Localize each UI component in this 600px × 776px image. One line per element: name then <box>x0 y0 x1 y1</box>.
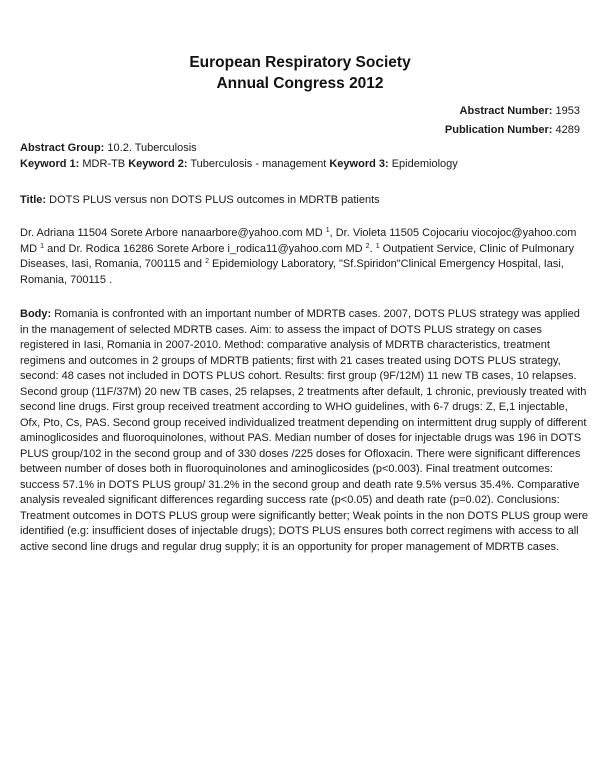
congress-title-line1: European Respiratory Society <box>189 54 411 71</box>
affiliation-2-marker: 2 <box>205 258 209 265</box>
body-label: Body: <box>20 308 52 320</box>
keyword3-value: Epidemiology <box>391 158 458 170</box>
affiliation-2: Epidemiology Laboratory, "Sf.Spiridon"Clinical Emergency Hospital, Iasi, Romania, 700115 . <box>20 258 564 286</box>
abstract-meta <box>445 102 580 140</box>
author-separator: . <box>369 242 376 255</box>
author-1-affiliation: 1 <box>325 227 330 234</box>
abstract-number-value: 1953 <box>555 105 580 117</box>
affiliation-1: Outpatient Service, Clinic of Pulmonary Diseases, Iasi, Romania, 700115 and <box>20 242 575 270</box>
publication-number-row <box>445 121 580 140</box>
author-2: , Dr. Violeta 11505 Cojocariu viocojoc@yahoo.com MD <box>20 227 577 255</box>
abstract-title-row <box>20 193 588 209</box>
congress-title-line2: Annual Congress 2012 <box>216 75 384 92</box>
author-1: Dr. Adriana 11504 Sorete Arbore nanaarbore@yahoo.com MD <box>20 227 323 239</box>
keywords-row <box>20 157 588 173</box>
title-value: DOTS PLUS versus non DOTS PLUS outcomes in MDRTB patients <box>49 194 380 206</box>
body-text: Romania is confronted with an important number of MDRTB cases. 2007, DOTS PLUS strategy was applied in the management of selected MDRTB cases. Aim: to assess the impact of DOTS PLUS strategy on cases registered in Iasi, Romania in 2007-2010. Method: comparative analysis of MDRTB characteristics, treatment regimens and outcomes in 2 groups of MDRTB patients; first with 21 cases treated using DOTS PLUS strategy, second: 48 cases not included in DOTS PLUS cohort. Results: first group (9F/12M) 11 new TB cases, 10 relapses. Second group (11F/37M) 20 new TB cases, 25 relapses, 2 treatments after default, 1 chronic, previously treated with second line drugs. First group received treatment according to WHO guidelines, with 6-7 drugs: Z, E,1 injectable, Ofx, Pto, Cs, PAS. Second group received individualized treatment depending on intermittent drug supply of different aminoglicosides and fluoroquinolones, without PAS. Median number of doses for injectable drugs was 196 in DOTS PLUS group/102 in the second group and of 330 doses /225 doses for Ofloxacin. There were significant differences between number of doses both in fluoroquinolones and aminoglicosides (p<0.003). Final treatment outcomes: success 57.1% in DOTS PLUS group/ 31.2% in the second group and death rate 9.5% versus 35.4%. Comparative analysis revealed significant differences regarding success rate (p<0.05) and death rate (p=0.02). Conclusions: Treatment outcomes in DOTS PLUS group were significantly better; Weak points in the non DOTS PLUS group were identified (e.g: insufficient doses of injectable drugs); DOTS PLUS ensures both correct regimens with access to all active second line drugs and regular drug supply; it is an opportunity for proper management of MDRTB cases. <box>20 308 588 553</box>
author-3-affiliation: 2 <box>365 242 370 250</box>
abstract-group-value: 10.2. Tuberculosis <box>107 142 197 154</box>
publication-number-value: 4289 <box>555 124 580 136</box>
abstract-number-label: Abstract Number: <box>459 105 553 117</box>
affiliation-1-marker: 1 <box>375 242 380 250</box>
abstract-group-row <box>20 141 588 157</box>
keyword3-label: Keyword 3: <box>329 158 389 170</box>
abstract-group-label: Abstract Group: <box>20 142 105 154</box>
title-label: Title: <box>20 194 47 206</box>
keyword2-value: Tuberculosis - management <box>190 158 327 170</box>
keyword1-value: MDR-TB <box>82 158 126 170</box>
keyword1-label: Keyword 1: <box>20 158 80 170</box>
author-2-affiliation: 1 <box>40 242 45 250</box>
publication-number-label: Publication Number: <box>444 124 553 136</box>
abstract-body <box>20 307 588 555</box>
abstract-number-row <box>445 102 580 121</box>
congress-title <box>0 52 600 94</box>
keyword2-label: Keyword 2: <box>128 158 188 170</box>
authors-affiliations <box>20 226 588 288</box>
author-3: and Dr. Rodica 16286 Sorete Arbore i_rodica11@yahoo.com MD <box>44 242 363 255</box>
